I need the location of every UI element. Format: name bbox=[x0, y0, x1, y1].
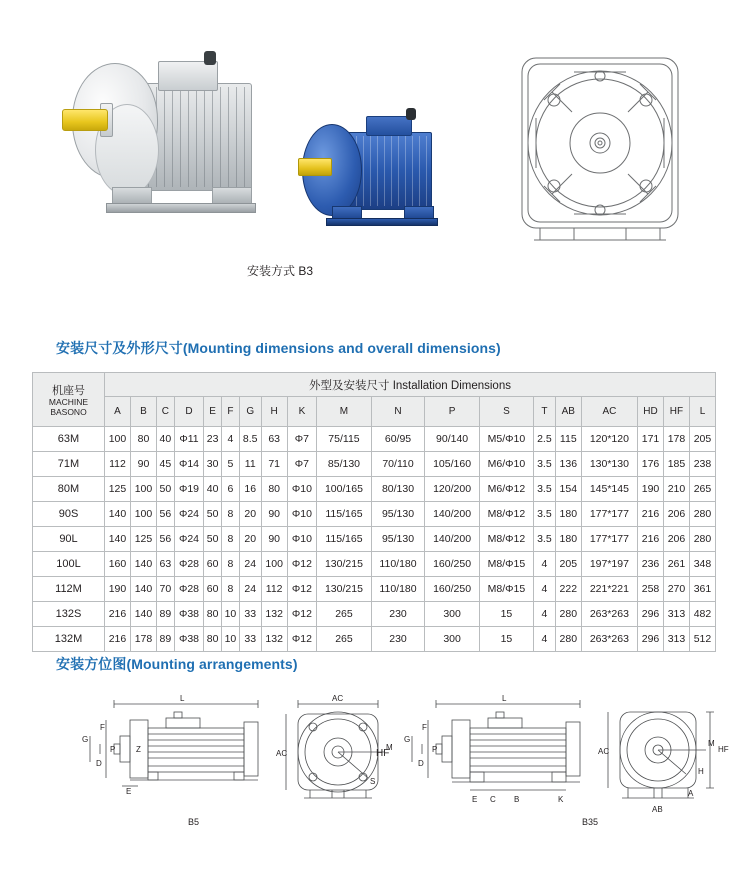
cell-k: Φ12 bbox=[287, 627, 317, 652]
b5-arrangement-drawing bbox=[70, 690, 410, 840]
cell-f: 8 bbox=[222, 552, 240, 577]
cell-g: 20 bbox=[239, 502, 261, 527]
cell-k: Φ10 bbox=[287, 527, 317, 552]
cell-e: 40 bbox=[204, 477, 222, 502]
cell-s: M8/Φ15 bbox=[479, 577, 533, 602]
b5-label-HF: HF bbox=[376, 748, 390, 759]
cell-p: 90/140 bbox=[425, 427, 480, 452]
cell-hf: 270 bbox=[663, 577, 689, 602]
cell-s: M8/Φ12 bbox=[479, 502, 533, 527]
blue-motor-terminal-box bbox=[366, 116, 412, 136]
table-row bbox=[33, 452, 716, 477]
cell-f: 4 bbox=[222, 427, 240, 452]
cell-m: 85/130 bbox=[317, 452, 372, 477]
cell-f: 6 bbox=[222, 477, 240, 502]
table-header-row-1 bbox=[33, 373, 716, 397]
cell-d: Φ28 bbox=[174, 577, 204, 602]
cell-s: M6/Φ12 bbox=[479, 477, 533, 502]
grey-motor-base bbox=[106, 203, 256, 213]
cell-model: 90S bbox=[33, 502, 105, 527]
cell-n: 60/95 bbox=[371, 427, 425, 452]
cell-s: 15 bbox=[479, 627, 533, 652]
grey-motor-shaft bbox=[62, 109, 108, 131]
b35-label-D: D bbox=[418, 759, 424, 768]
table-row bbox=[33, 627, 716, 652]
cell-m: 75/115 bbox=[317, 427, 372, 452]
cell-l: 238 bbox=[689, 452, 715, 477]
cell-s: M8/Φ12 bbox=[479, 527, 533, 552]
cell-m: 115/165 bbox=[317, 502, 372, 527]
cell-model: 132S bbox=[33, 602, 105, 627]
column-header-d: D bbox=[174, 397, 204, 427]
flange-end-view-drawing bbox=[500, 48, 700, 248]
cell-hd: 296 bbox=[638, 602, 664, 627]
cell-model: 112M bbox=[33, 577, 105, 602]
cell-l: 361 bbox=[689, 577, 715, 602]
cell-g: 24 bbox=[239, 552, 261, 577]
cell-hf: 206 bbox=[663, 527, 689, 552]
cell-ac: 177*177 bbox=[581, 527, 637, 552]
cell-c: 45 bbox=[156, 452, 174, 477]
cell-h: 90 bbox=[261, 527, 287, 552]
column-header-a: A bbox=[105, 397, 131, 427]
b35-label-K: K bbox=[558, 795, 564, 804]
cell-ab: 205 bbox=[555, 552, 581, 577]
cell-n: 95/130 bbox=[371, 527, 425, 552]
cell-b: 140 bbox=[130, 602, 156, 627]
blue-motor-shaft bbox=[298, 158, 332, 176]
cell-g: 24 bbox=[239, 577, 261, 602]
cell-hd: 216 bbox=[638, 502, 664, 527]
column-header-b: B bbox=[130, 397, 156, 427]
column-header-s: S bbox=[479, 397, 533, 427]
cell-e: 23 bbox=[204, 427, 222, 452]
cell-p: 105/160 bbox=[425, 452, 480, 477]
cell-a: 112 bbox=[105, 452, 131, 477]
cell-g: 11 bbox=[239, 452, 261, 477]
column-header-c: C bbox=[156, 397, 174, 427]
flange-drawing-svg bbox=[500, 48, 700, 248]
cell-hf: 313 bbox=[663, 602, 689, 627]
cell-ab: 180 bbox=[555, 502, 581, 527]
cell-hd: 216 bbox=[638, 527, 664, 552]
cell-t: 4 bbox=[533, 627, 555, 652]
cell-ab: 280 bbox=[555, 627, 581, 652]
cell-hf: 261 bbox=[663, 552, 689, 577]
cell-hf: 313 bbox=[663, 627, 689, 652]
cell-ac: 263*263 bbox=[581, 602, 637, 627]
b35-caption: B35 bbox=[582, 817, 599, 827]
cell-k: Φ7 bbox=[287, 452, 317, 477]
cell-ab: 136 bbox=[555, 452, 581, 477]
blue-motor-base bbox=[326, 218, 438, 226]
cell-g: 33 bbox=[239, 602, 261, 627]
b35-label-M: M bbox=[708, 739, 715, 748]
table-row bbox=[33, 427, 716, 452]
b5-label-L: L bbox=[180, 694, 185, 703]
cell-c: 89 bbox=[156, 627, 174, 652]
cell-h: 100 bbox=[261, 552, 287, 577]
cell-n: 230 bbox=[371, 627, 425, 652]
cell-hf: 206 bbox=[663, 502, 689, 527]
column-header-m: M bbox=[317, 397, 372, 427]
column-header-k: K bbox=[287, 397, 317, 427]
b5-label-G: G bbox=[82, 735, 89, 744]
blue-motor-photo bbox=[296, 120, 456, 245]
column-header-f: F bbox=[222, 397, 240, 427]
cell-b: 90 bbox=[130, 452, 156, 477]
b35-label-E: E bbox=[472, 795, 478, 804]
b35-label-C: C bbox=[490, 795, 496, 804]
cell-m: 130/215 bbox=[317, 552, 372, 577]
b5-label-AC-top: AC bbox=[332, 694, 344, 703]
cell-m: 265 bbox=[317, 602, 372, 627]
cell-a: 125 bbox=[105, 477, 131, 502]
cell-ac: 263*263 bbox=[581, 627, 637, 652]
b5-label-P: P bbox=[110, 745, 116, 754]
cell-a: 216 bbox=[105, 602, 131, 627]
cell-e: 80 bbox=[204, 602, 222, 627]
column-header-ab: AB bbox=[555, 397, 581, 427]
cell-b: 178 bbox=[130, 627, 156, 652]
cell-a: 140 bbox=[105, 527, 131, 552]
cell-k: Φ10 bbox=[287, 477, 317, 502]
cell-k: Φ12 bbox=[287, 552, 317, 577]
cell-l: 205 bbox=[689, 427, 715, 452]
cell-d: Φ11 bbox=[174, 427, 204, 452]
cell-d: Φ19 bbox=[174, 477, 204, 502]
table-row bbox=[33, 502, 716, 527]
column-header-n: N bbox=[371, 397, 425, 427]
b5-label-M: M bbox=[386, 743, 393, 752]
cell-hd: 176 bbox=[638, 452, 664, 477]
cell-m: 265 bbox=[317, 627, 372, 652]
table-row bbox=[33, 552, 716, 577]
cell-e: 50 bbox=[204, 527, 222, 552]
cell-ac: 221*221 bbox=[581, 577, 637, 602]
product-photo-area bbox=[0, 0, 747, 290]
cell-h: 90 bbox=[261, 502, 287, 527]
b35-label-A: A bbox=[688, 789, 694, 798]
dimensions-table-wrap bbox=[32, 372, 716, 652]
cell-f: 8 bbox=[222, 527, 240, 552]
cell-f: 5 bbox=[222, 452, 240, 477]
cell-d: Φ14 bbox=[174, 452, 204, 477]
machine-number-header-en1: MACHINE bbox=[48, 396, 89, 407]
b35-label-AB: AB bbox=[652, 805, 663, 814]
cell-b: 80 bbox=[130, 427, 156, 452]
arrangements-section-heading: 安装方位图(Mounting arrangements) bbox=[56, 656, 298, 672]
cell-p: 140/200 bbox=[425, 502, 480, 527]
cell-h: 112 bbox=[261, 577, 287, 602]
cell-n: 230 bbox=[371, 602, 425, 627]
cell-hd: 190 bbox=[638, 477, 664, 502]
cell-g: 20 bbox=[239, 527, 261, 552]
b5-label-F: F bbox=[100, 723, 105, 732]
cell-ab: 154 bbox=[555, 477, 581, 502]
photo-caption: 安装方式 B3 bbox=[246, 264, 313, 278]
cell-model: 90L bbox=[33, 527, 105, 552]
column-header-l: L bbox=[689, 397, 715, 427]
cell-t: 3.5 bbox=[533, 477, 555, 502]
cell-l: 280 bbox=[689, 502, 715, 527]
cell-e: 80 bbox=[204, 627, 222, 652]
cell-m: 100/165 bbox=[317, 477, 372, 502]
b5-label-Z: Z bbox=[136, 745, 141, 754]
cell-b: 125 bbox=[130, 527, 156, 552]
cell-s: 15 bbox=[479, 602, 533, 627]
cell-k: Φ12 bbox=[287, 577, 317, 602]
table-header-row-2 bbox=[33, 397, 716, 427]
cell-p: 120/200 bbox=[425, 477, 480, 502]
cell-ab: 280 bbox=[555, 602, 581, 627]
b35-label-B: B bbox=[514, 795, 520, 804]
grey-motor-cable-gland bbox=[204, 51, 216, 65]
machine-number-header-cn: 机座号 bbox=[52, 384, 85, 397]
column-header-h: H bbox=[261, 397, 287, 427]
machine-number-header bbox=[33, 373, 105, 427]
cell-n: 110/180 bbox=[371, 552, 425, 577]
cell-m: 130/215 bbox=[317, 577, 372, 602]
cell-model: 71M bbox=[33, 452, 105, 477]
cell-h: 63 bbox=[261, 427, 287, 452]
cell-k: Φ10 bbox=[287, 502, 317, 527]
cell-n: 110/180 bbox=[371, 577, 425, 602]
b5-label-AC-side: AC bbox=[276, 749, 288, 758]
column-header-g: G bbox=[239, 397, 261, 427]
cell-hd: 296 bbox=[638, 627, 664, 652]
cell-n: 80/130 bbox=[371, 477, 425, 502]
b5-label-S: S bbox=[370, 777, 376, 786]
cell-hf: 178 bbox=[663, 427, 689, 452]
cell-hd: 171 bbox=[638, 427, 664, 452]
cell-hd: 258 bbox=[638, 577, 664, 602]
table-row bbox=[33, 477, 716, 502]
cell-p: 160/250 bbox=[425, 552, 480, 577]
cell-s: M5/Φ10 bbox=[479, 427, 533, 452]
cell-l: 280 bbox=[689, 527, 715, 552]
grey-motor-terminal-box bbox=[158, 61, 218, 91]
cell-t: 2.5 bbox=[533, 427, 555, 452]
cell-n: 95/130 bbox=[371, 502, 425, 527]
cell-t: 4 bbox=[533, 577, 555, 602]
cell-c: 89 bbox=[156, 602, 174, 627]
cell-h: 132 bbox=[261, 602, 287, 627]
cell-l: 482 bbox=[689, 602, 715, 627]
cell-e: 30 bbox=[204, 452, 222, 477]
cell-a: 160 bbox=[105, 552, 131, 577]
cell-g: 16 bbox=[239, 477, 261, 502]
cell-h: 71 bbox=[261, 452, 287, 477]
b35-arrangement-drawing bbox=[392, 690, 732, 840]
b35-label-HF: HF bbox=[718, 745, 729, 754]
cell-d: Φ24 bbox=[174, 502, 204, 527]
cell-hf: 185 bbox=[663, 452, 689, 477]
dimensions-section-heading: 安装尺寸及外形尺寸(Mounting dimensions and overall dimensions) bbox=[56, 340, 501, 356]
cell-p: 160/250 bbox=[425, 577, 480, 602]
b35-label-L: L bbox=[502, 694, 507, 703]
cell-f: 8 bbox=[222, 577, 240, 602]
cell-c: 63 bbox=[156, 552, 174, 577]
table-row bbox=[33, 577, 716, 602]
cell-ac: 145*145 bbox=[581, 477, 637, 502]
cell-c: 56 bbox=[156, 502, 174, 527]
cell-f: 10 bbox=[222, 627, 240, 652]
cell-b: 100 bbox=[130, 477, 156, 502]
cell-a: 100 bbox=[105, 427, 131, 452]
cell-t: 3.5 bbox=[533, 502, 555, 527]
cell-t: 4 bbox=[533, 602, 555, 627]
cell-b: 100 bbox=[130, 502, 156, 527]
table-row bbox=[33, 527, 716, 552]
cell-t: 4 bbox=[533, 552, 555, 577]
table-head bbox=[33, 373, 716, 427]
cell-e: 60 bbox=[204, 577, 222, 602]
cell-s: M8/Φ15 bbox=[479, 552, 533, 577]
cell-k: Φ12 bbox=[287, 602, 317, 627]
cell-p: 140/200 bbox=[425, 527, 480, 552]
cell-t: 3.5 bbox=[533, 452, 555, 477]
cell-ac: 120*120 bbox=[581, 427, 637, 452]
cell-d: Φ38 bbox=[174, 602, 204, 627]
installation-dimensions-header: 外型及安装尺寸 Installation Dimensions bbox=[105, 373, 716, 397]
b35-label-H: H bbox=[698, 767, 704, 776]
b35-label-AC: AC bbox=[598, 747, 610, 756]
cell-hd: 236 bbox=[638, 552, 664, 577]
cell-e: 50 bbox=[204, 502, 222, 527]
cell-f: 10 bbox=[222, 602, 240, 627]
cell-t: 3.5 bbox=[533, 527, 555, 552]
column-header-e: E bbox=[204, 397, 222, 427]
cell-k: Φ7 bbox=[287, 427, 317, 452]
cell-b: 140 bbox=[130, 552, 156, 577]
cell-m: 115/165 bbox=[317, 527, 372, 552]
cell-ab: 180 bbox=[555, 527, 581, 552]
table-row bbox=[33, 602, 716, 627]
cell-h: 80 bbox=[261, 477, 287, 502]
b35-label-P: P bbox=[432, 745, 438, 754]
cell-c: 40 bbox=[156, 427, 174, 452]
column-header-ac: AC bbox=[581, 397, 637, 427]
cell-l: 265 bbox=[689, 477, 715, 502]
table-body bbox=[33, 427, 716, 652]
b35-label-G: G bbox=[404, 735, 411, 744]
column-header-hf: HF bbox=[663, 397, 689, 427]
machine-number-header-en2: BASONO bbox=[50, 406, 87, 417]
cell-ab: 222 bbox=[555, 577, 581, 602]
cell-ac: 177*177 bbox=[581, 502, 637, 527]
cell-n: 70/110 bbox=[371, 452, 425, 477]
cell-a: 190 bbox=[105, 577, 131, 602]
cell-h: 132 bbox=[261, 627, 287, 652]
cell-s: M6/Φ10 bbox=[479, 452, 533, 477]
cell-e: 60 bbox=[204, 552, 222, 577]
b5-caption: B5 bbox=[188, 817, 200, 827]
column-header-t: T bbox=[533, 397, 555, 427]
cell-g: 33 bbox=[239, 627, 261, 652]
cell-l: 348 bbox=[689, 552, 715, 577]
cell-ab: 115 bbox=[555, 427, 581, 452]
cell-model: 80M bbox=[33, 477, 105, 502]
cell-b: 140 bbox=[130, 577, 156, 602]
cell-model: 63M bbox=[33, 427, 105, 452]
column-header-hd: HD bbox=[638, 397, 664, 427]
cell-p: 300 bbox=[425, 627, 480, 652]
cell-p: 300 bbox=[425, 602, 480, 627]
b5-label-D: D bbox=[96, 759, 102, 768]
cell-ac: 197*197 bbox=[581, 552, 637, 577]
b5-label-E: E bbox=[126, 787, 132, 796]
cell-g: 8.5 bbox=[239, 427, 261, 452]
cell-model: 132M bbox=[33, 627, 105, 652]
cell-model: 100L bbox=[33, 552, 105, 577]
cell-c: 70 bbox=[156, 577, 174, 602]
column-header-p: P bbox=[425, 397, 480, 427]
cell-hf: 210 bbox=[663, 477, 689, 502]
cell-c: 56 bbox=[156, 527, 174, 552]
cell-d: Φ24 bbox=[174, 527, 204, 552]
blue-motor-cable-gland bbox=[406, 108, 416, 120]
cell-d: Φ38 bbox=[174, 627, 204, 652]
dimensions-table bbox=[32, 372, 716, 652]
cell-ac: 130*130 bbox=[581, 452, 637, 477]
cell-a: 216 bbox=[105, 627, 131, 652]
cell-d: Φ28 bbox=[174, 552, 204, 577]
cell-c: 50 bbox=[156, 477, 174, 502]
grey-motor-photo bbox=[62, 35, 277, 235]
b35-label-F: F bbox=[422, 723, 427, 732]
cell-l: 512 bbox=[689, 627, 715, 652]
cell-a: 140 bbox=[105, 502, 131, 527]
mounting-arrangements-area bbox=[40, 690, 729, 850]
cell-f: 8 bbox=[222, 502, 240, 527]
